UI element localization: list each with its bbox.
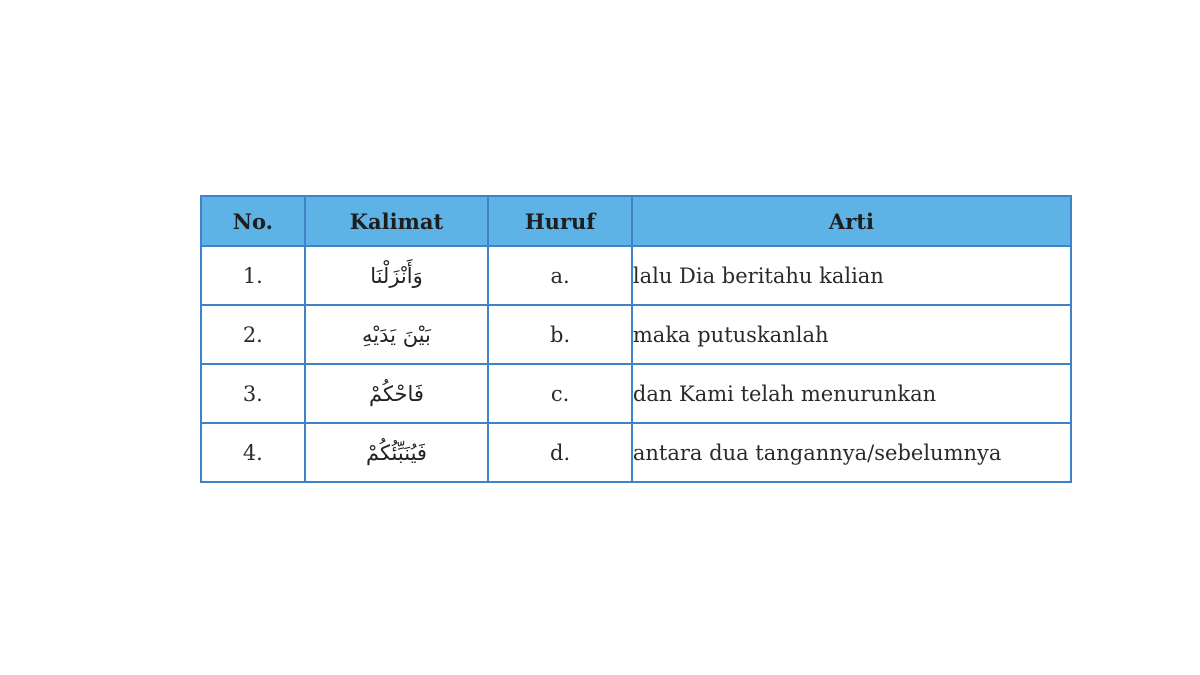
meaning-text: lalu Dia beritahu kalian: [632, 246, 1071, 305]
table-row: [201, 246, 1071, 305]
meaning-text: antara dua tangannya/sebelumnya: [632, 423, 1071, 482]
meaning-text: maka putuskanlah: [632, 305, 1071, 364]
arabic-word: فَيُنَبِّئُكُمْ: [305, 423, 489, 482]
table-row: [201, 423, 1071, 482]
header-kalimat: Kalimat: [305, 196, 489, 246]
header-arti: Arti: [632, 196, 1071, 246]
header-no: No.: [201, 196, 305, 246]
table-header-row: [201, 196, 1071, 246]
arabic-word: فَاحْكُمْ: [305, 364, 489, 423]
table-row: [201, 305, 1071, 364]
letter-option: a.: [488, 246, 632, 305]
letter-option: b.: [488, 305, 632, 364]
letter-option: c.: [488, 364, 632, 423]
meaning-text: dan Kami telah menurunkan: [632, 364, 1071, 423]
arabic-word: بَيْنَ يَدَيْهِ: [305, 305, 489, 364]
row-number: 4.: [201, 423, 305, 482]
matching-table: [200, 195, 1072, 483]
row-number: 3.: [201, 364, 305, 423]
table-row: [201, 364, 1071, 423]
letter-option: d.: [488, 423, 632, 482]
row-number: 1.: [201, 246, 305, 305]
row-number: 2.: [201, 305, 305, 364]
arabic-word: وَأَنْزَلْنَا: [305, 246, 489, 305]
header-huruf: Huruf: [488, 196, 632, 246]
